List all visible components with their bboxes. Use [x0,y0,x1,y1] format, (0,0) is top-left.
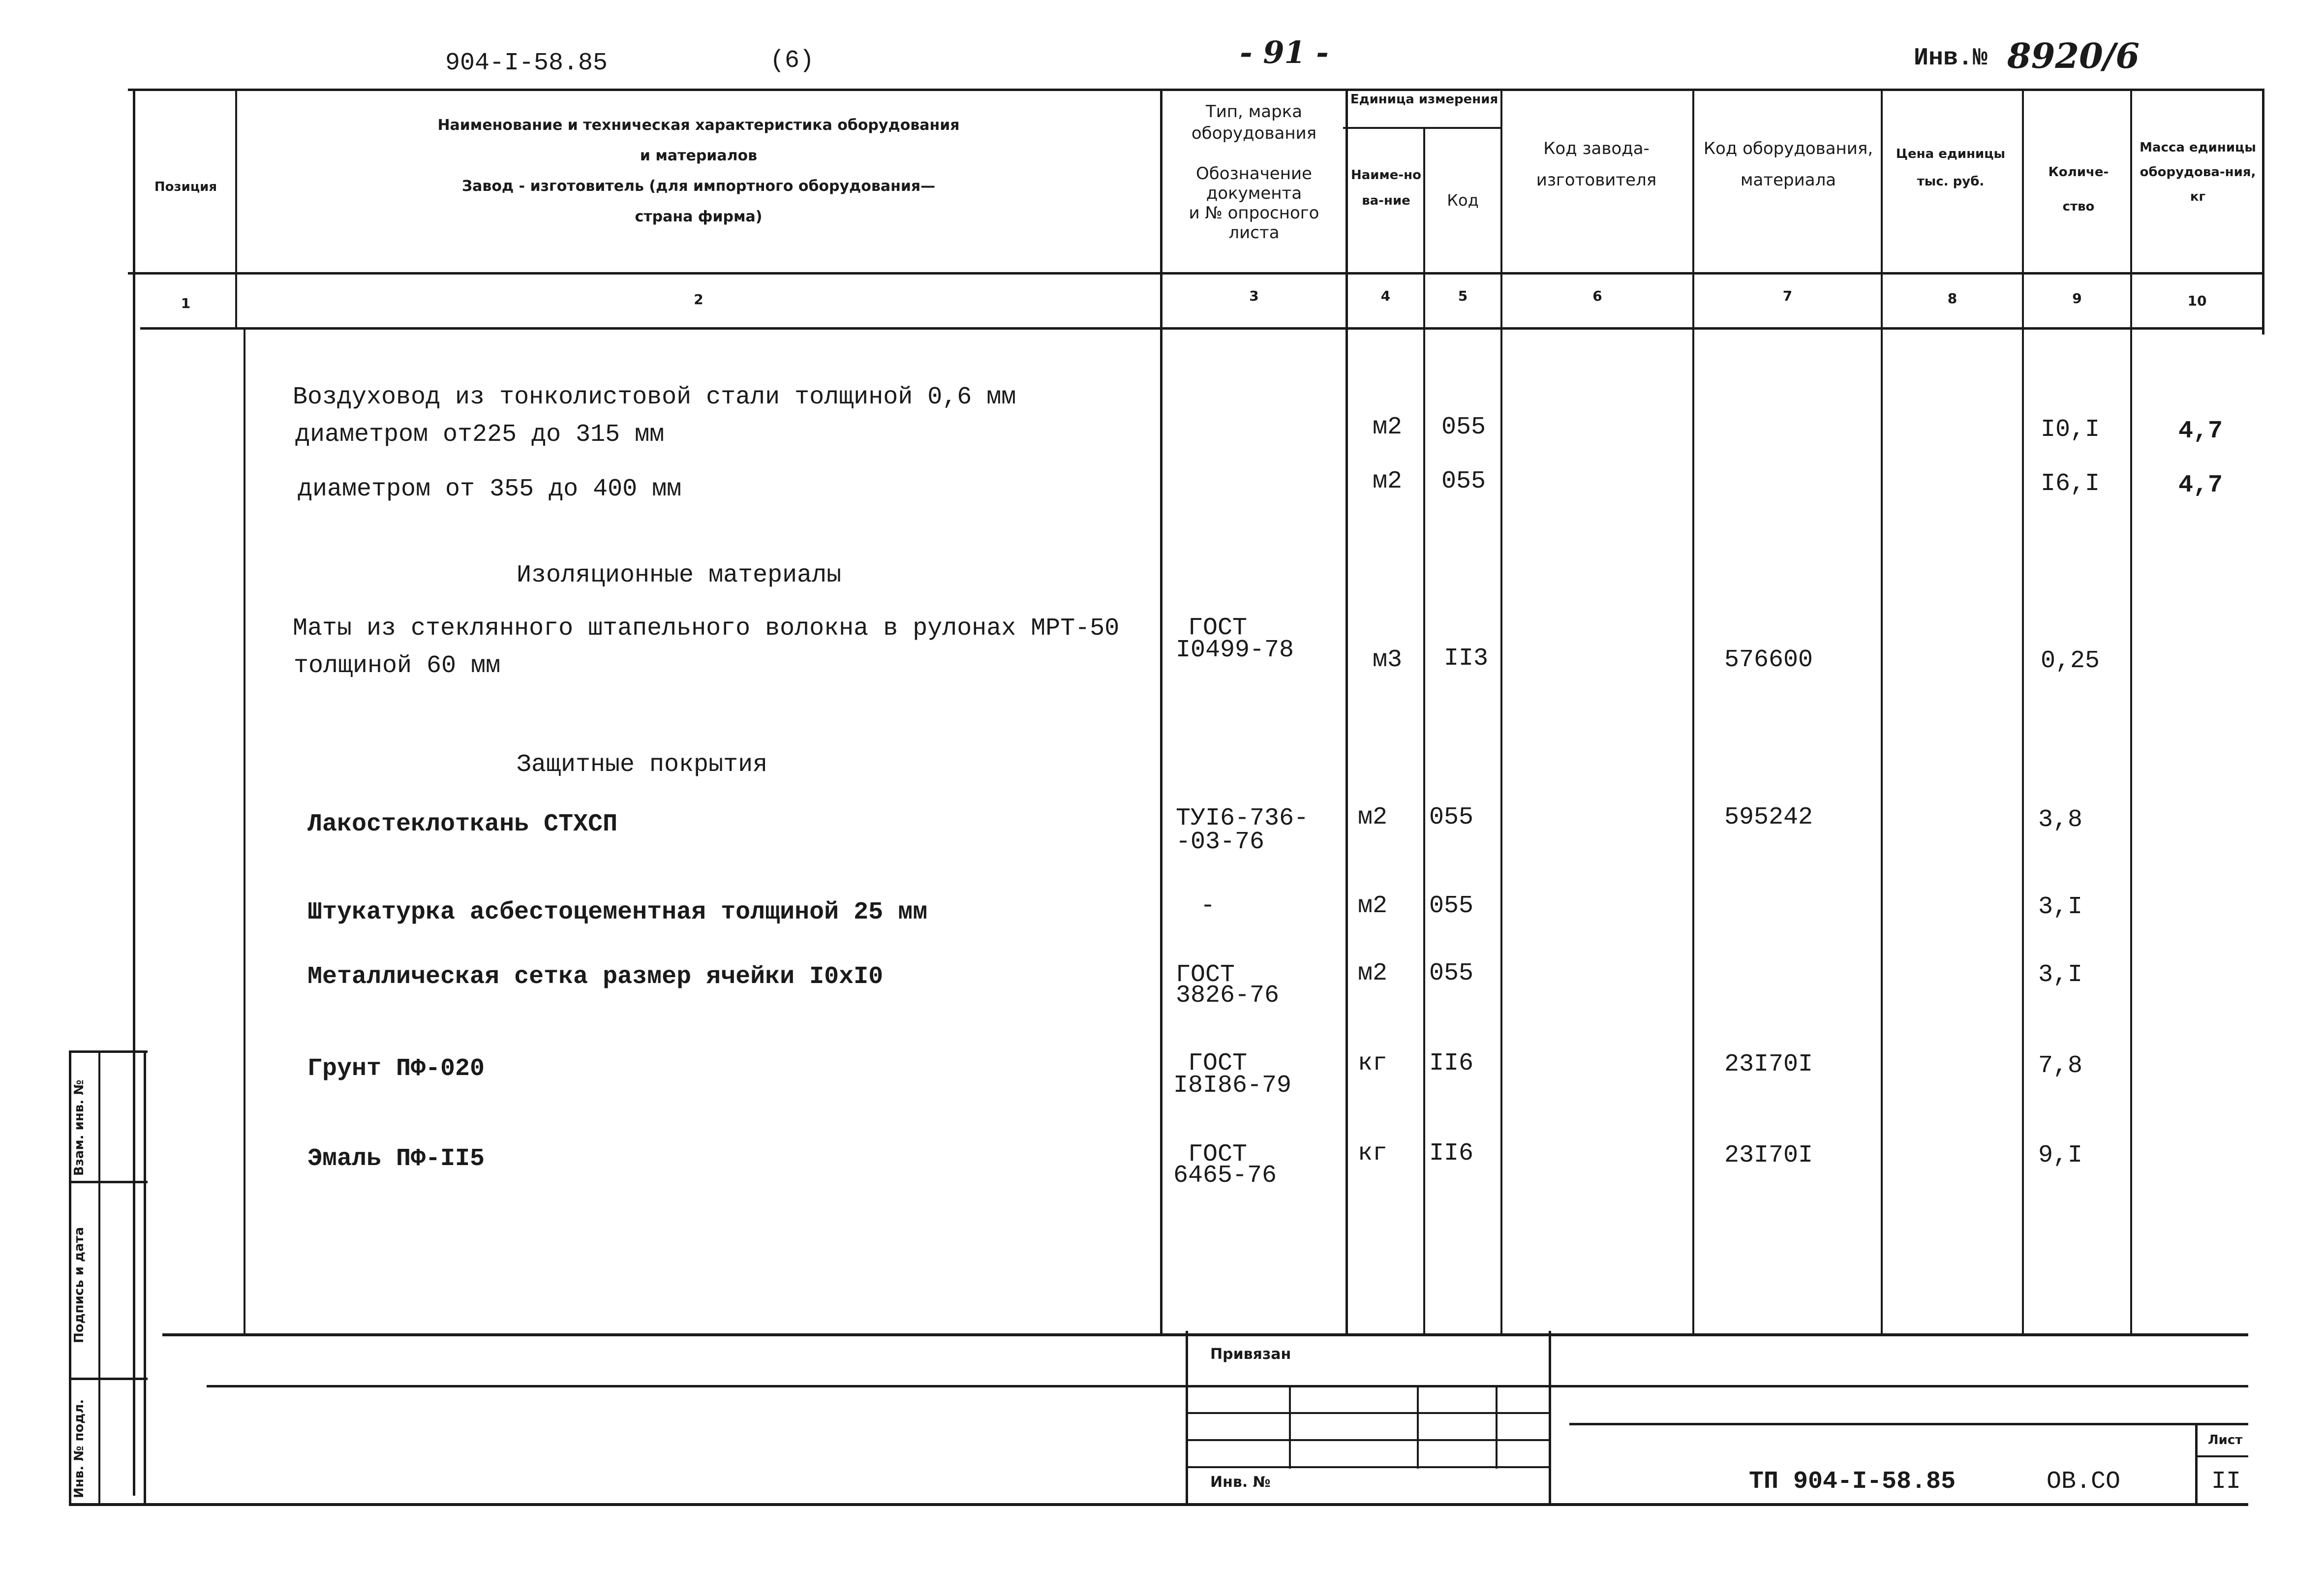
side-stamp-line [144,1050,146,1506]
item-mass: 4,7 [2178,417,2223,445]
header-bottom-border [128,272,2263,275]
column-number: 8 [1947,290,1957,307]
header-type-line3: Обозначение [1196,164,1312,184]
header-manufacturer-code: Код завода-изготовителя [1536,139,1657,190]
header-name-line1: Наименование и техническая характеристика оборудования [437,117,960,134]
side-stamp-line [69,1181,148,1183]
sheet-mark: (6) [770,47,815,75]
col9-divider [2130,89,2132,1336]
item-code: 055 [1429,959,1474,987]
header-type-line5: и № опросного [1189,203,1319,223]
header-type-line1: Тип, марка [1205,102,1303,122]
item-quantity: 0,25 [2041,647,2100,675]
item-quantity: 9,I [2038,1141,2083,1169]
item-name: Лакостеклоткань СТХСП [307,810,618,838]
col1-divider-body [244,330,245,1336]
header-type-line4: документа [1206,184,1302,203]
item-quantity: 3,I [2038,893,2083,921]
item-material-code: 23I70I [1724,1141,1813,1169]
item-unit: м2 [1358,959,1388,987]
item-unit: м2 [1358,803,1388,831]
item-unit: м2 [1373,467,1403,495]
item-code: II6 [1429,1049,1474,1077]
item-name: Металлическая сетка размер ячейки I0xI0 [307,963,884,991]
item-doc: - [1200,892,1216,920]
section-heading: Защитные покрытия [517,751,768,779]
header-quantity: Количе-ство [2048,165,2109,214]
item-doc-line1: ГОСТ [1188,614,1248,642]
title-block-mark: ОВ.СО [2047,1468,2121,1496]
item-material-code: 576600 [1724,646,1813,674]
item-doc-line1: ГОСТ [1176,961,1235,989]
item-quantity: 3,I [2038,961,2083,989]
header-type-line6: листа [1228,223,1280,243]
title-block-line [2195,1423,2198,1506]
column-number: 7 [1782,288,1793,304]
side-stamp-inv-orig: Инв. № подл. [72,1399,87,1498]
item-name-line1: Воздуховод из тонколистовой стали толщиной 0,6 мм [293,383,1016,411]
item-name: Эмаль ПФ-II5 [307,1145,485,1173]
column-number: 10 [2187,293,2207,309]
side-stamp-replace-inv: Взам. инв. № [72,1079,87,1176]
item-unit: м2 [1358,892,1388,920]
item-doc-line1: ГОСТ [1188,1140,1248,1169]
title-block-line [207,1385,2248,1387]
item-doc-line2: I8I86-79 [1173,1072,1292,1100]
item-unit: кг [1358,1139,1388,1168]
item-name-line2: диаметром от225 до 315 мм [295,421,665,449]
section-heading: Изоляционные материалы [517,561,842,589]
column-number: 9 [2072,290,2082,307]
item-doc-line2: 3826-76 [1176,982,1280,1010]
header-name-line3: Завод - изготовитель (для импортного оборудования— [461,178,936,195]
column-number: 3 [1249,288,1259,304]
side-stamp-line [69,1050,148,1053]
right-border [2262,89,2264,335]
item-code: 055 [1429,892,1474,920]
header-type-line2: оборудования [1191,123,1317,143]
item-code: II3 [1444,645,1489,673]
column-number: 2 [694,291,703,308]
item-doc-line2: 6465-76 [1173,1162,1277,1190]
title-block-sheet-label: Лист [2208,1433,2243,1447]
item-name: диаметром от 355 до 400 мм [298,475,682,503]
item-quantity: 7,8 [2038,1052,2083,1080]
title-block-line [1186,1331,1188,1506]
unit-group-divider [1343,127,1500,129]
item-quantity: 3,8 [2038,806,2083,834]
item-quantity: I0,I [2041,416,2100,444]
column-number: 1 [181,295,191,311]
header-unit-code: Код [1447,191,1479,210]
header-name-line4: страна фирма) [635,208,763,225]
col6-divider [1692,89,1694,1336]
header-unit-group: Единица измерения [1350,92,1498,107]
header-position: Позиция [154,180,217,194]
col3-divider [1345,89,1348,1336]
item-code: 055 [1441,413,1486,441]
col5-divider [1500,89,1502,1336]
side-stamp-line [69,1503,2248,1506]
title-block-inv-no: Инв. № [1210,1474,1271,1491]
title-block-line [2197,1455,2248,1457]
title-block-line [1496,1385,1498,1469]
title-block-line [1549,1331,1551,1506]
col7-divider [1881,89,1883,1336]
table-top-border [128,89,2263,91]
inventory-number: 8920/6 [2007,35,2140,76]
header-mass: Масса единицы оборудова-ния, кг [2140,140,2256,204]
item-doc-line1: ГОСТ [1188,1049,1248,1077]
item-doc-line1: ТУI6-736- [1176,804,1309,832]
item-doc-line2: I0499-78 [1176,636,1294,664]
item-material-code: 23I70I [1724,1050,1813,1078]
side-stamp-line [69,1050,71,1506]
item-code: 055 [1441,467,1486,495]
title-block-line [1188,1333,1550,1336]
item-name-line2: толщиной 60 мм [294,652,501,680]
col4-divider [1423,128,1425,1336]
col8-divider [2022,89,2024,1336]
item-unit: кг [1358,1049,1388,1077]
column-number: 4 [1380,288,1391,304]
item-unit: м3 [1373,646,1403,674]
inventory-label: Инв.№ [1914,44,1988,72]
item-doc-line2: -03-76 [1176,828,1265,856]
item-material-code: 595242 [1724,803,1813,831]
item-code: 055 [1429,803,1474,831]
header-name-line2: и материалов [640,147,758,164]
title-block-privyazan: Привязан [1210,1346,1291,1363]
header-material-code: Код оборудования, материала [1703,139,1873,190]
column-number-border [140,327,2263,330]
item-name: Штукатурка асбестоцементная толщиной 25 мм [307,898,928,926]
side-stamp-line [69,1378,148,1380]
item-quantity: I6,I [2041,470,2100,498]
title-block-sheet-number: II [2211,1468,2241,1496]
header-price: Цена единицы тыс. руб. [1896,147,2006,189]
title-block-line [1417,1385,1419,1469]
header-unit-name: Наиме-нова-ние [1350,168,1422,208]
title-block-line [1289,1385,1291,1469]
item-name: Грунт ПФ-020 [307,1055,485,1083]
title-block-doc-designation: ТП 904-I-58.85 [1749,1468,1956,1496]
header-name [237,113,1160,229]
item-unit: м2 [1373,413,1403,441]
page-number: - 91 - [1240,34,1329,70]
col2-divider [1160,89,1162,1336]
item-code: II6 [1429,1139,1474,1168]
document-code: 904-I-58.85 [445,49,608,77]
column-number: 6 [1592,288,1602,304]
side-stamp-line [98,1050,100,1506]
side-stamp-sign-date: Подпись и дата [72,1227,87,1343]
item-name-line1: Маты из стеклянного штапельного волокна в рулонах МРТ-50 [293,615,1120,643]
item-mass: 4,7 [2178,471,2223,499]
header-type [1162,101,1345,243]
column-number: 5 [1458,288,1468,304]
title-block-line [1569,1423,2248,1425]
